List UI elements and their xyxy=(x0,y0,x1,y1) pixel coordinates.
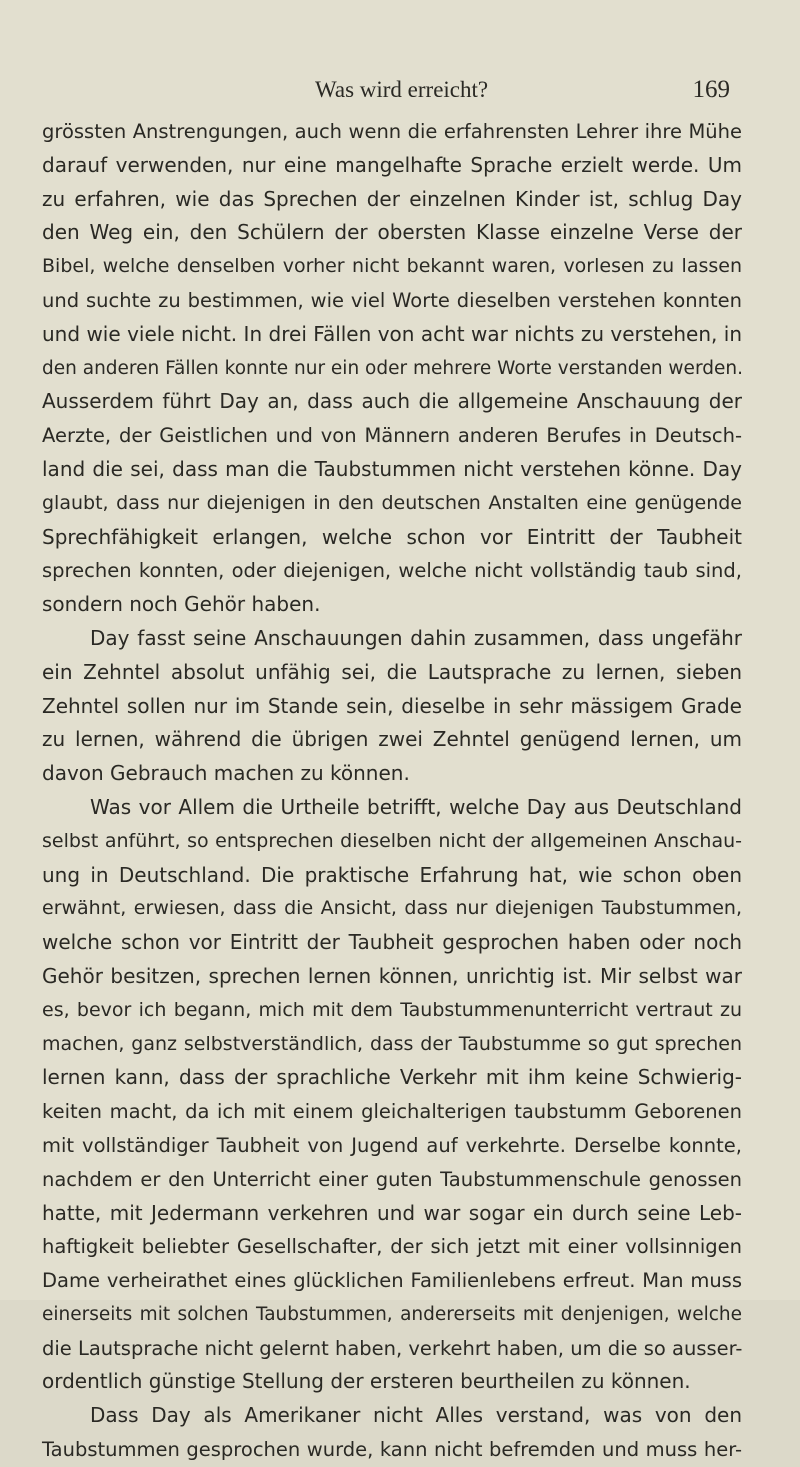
text-line: den Weg ein, den Schülern der obersten Klasse einzelne Verse der xyxy=(42,220,742,245)
text-line: ung in Deutschland. Die praktische Erfahrung hat, wie schon oben xyxy=(42,862,742,887)
text-line: lernen kann, dass der sprachliche Verkehr mit ihm keine Schwierig- xyxy=(42,1065,742,1090)
text-line: welche schon vor Eintritt der Taubheit gesprochen haben oder noch xyxy=(42,930,742,955)
text-line: machen, ganz selbstverständlich, dass der Taubstumme so gut sprechen xyxy=(42,1032,742,1055)
text-line: Zehntel sollen nur im Stande sein, dieselbe in sehr mässigem Grade xyxy=(42,693,742,718)
text-line: Dame verheirathet eines glücklichen Familienlebens erfreut. Man muss xyxy=(42,1269,742,1293)
text-line: grössten Anstrengungen, auch wenn die erfahrensten Lehrer ihre Mühe xyxy=(42,120,742,143)
text-line: Ausserdem führt Day an, dass auch die allgemeine Anschauung der xyxy=(42,389,742,414)
page-number: 169 xyxy=(692,76,730,103)
text-line: nachdem er den Unterricht einer guten Taubstummenschule genossen xyxy=(42,1167,742,1191)
text-line: Day fasst seine Anschauungen dahin zusammen, dass ungefähr xyxy=(90,625,742,650)
body-text xyxy=(42,115,742,1467)
text-line: zu erfahren, wie das Sprechen der einzelnen Kinder ist, schlug Day xyxy=(42,186,742,211)
text-line: und wie viele nicht. In drei Fällen von acht war nichts zu verstehen, in xyxy=(42,321,742,346)
text-line: darauf verwenden, nur eine mangelhafte Sprache erzielt werde. Um xyxy=(42,152,742,177)
text-line: Was vor Allem die Urtheile betrifft, welche Day aus Deutschland xyxy=(90,794,742,819)
running-title: Was wird erreicht? xyxy=(315,77,489,102)
text-line: glaubt, dass nur diejenigen in den deutschen Anstalten eine genügende xyxy=(42,491,742,514)
text-line: einerseits mit solchen Taubstummen, andererseits mit denjenigen, welche xyxy=(42,1303,742,1325)
text-line: Aerzte, der Geistlichen und von Männern anderen Berufes in Deutsch- xyxy=(42,424,742,448)
text-line: sondern noch Gehör haben. xyxy=(42,592,321,617)
text-line: keiten macht, da ich mit einem gleichalterigen taubstumm Geborenen xyxy=(42,1100,742,1124)
text-line: selbst anführt, so entsprechen dieselben nicht der allgemeinen Anschau- xyxy=(42,829,742,852)
text-line: Gehör besitzen, sprechen lernen können, unrichtig ist. Mir selbst war xyxy=(42,963,742,988)
text-line: mit vollständiger Taubheit von Jugend auf verkehrte. Derselbe konnte, xyxy=(42,1133,742,1157)
text-line: zu lernen, während die übrigen zwei Zehntel genügend lernen, um xyxy=(42,727,742,752)
text-line: die Lautsprache nicht gelernt haben, verkehrt haben, um die so ausser- xyxy=(42,1336,743,1360)
text-line: Taubstummen gesprochen wurde, kann nicht befremden und muss her- xyxy=(42,1438,742,1462)
text-line: land die sei, dass man die Taubstummen nicht verstehen könne. Day xyxy=(42,456,742,481)
text-line: den anderen Fällen konnte nur ein oder mehrere Worte verstanden werden. xyxy=(42,357,743,379)
text-line: sprechen konnten, oder diejenigen, welche nicht vollständig taub sind, xyxy=(42,559,742,583)
text-line: hatte, mit Jedermann verkehren und war sogar ein durch seine Leb- xyxy=(42,1200,742,1225)
text-line: es, bevor ich begann, mich mit dem Taubstummenunterricht vertraut zu xyxy=(42,998,742,1021)
text-line: Dass Day als Amerikaner nicht Alles verstand, was von den xyxy=(90,1403,742,1428)
running-head xyxy=(60,74,750,106)
text-line: erwähnt, erwiesen, dass die Ansicht, dass nur diejenigen Taubstummen, xyxy=(42,897,742,920)
text-line: ordentlich günstige Stellung der ersteren beurtheilen zu können. xyxy=(42,1369,691,1394)
text-line: und suchte zu bestimmen, wie viel Worte dieselben verstehen konnten xyxy=(42,288,742,312)
text-line: haftigkeit beliebter Gesellschafter, der sich jetzt mit einer vollsinnigen xyxy=(42,1235,742,1259)
text-line: ein Zehntel absolut unfähig sei, die Lautsprache zu lernen, sieben xyxy=(42,659,742,684)
text-line: davon Gebrauch machen zu können. xyxy=(42,761,410,786)
text-line: Sprechfähigkeit erlangen, welche schon vor Eintritt der Taubheit xyxy=(42,524,742,549)
text-line: Bibel, welche denselben vorher nicht bekannt waren, vorlesen zu lassen xyxy=(42,255,742,278)
